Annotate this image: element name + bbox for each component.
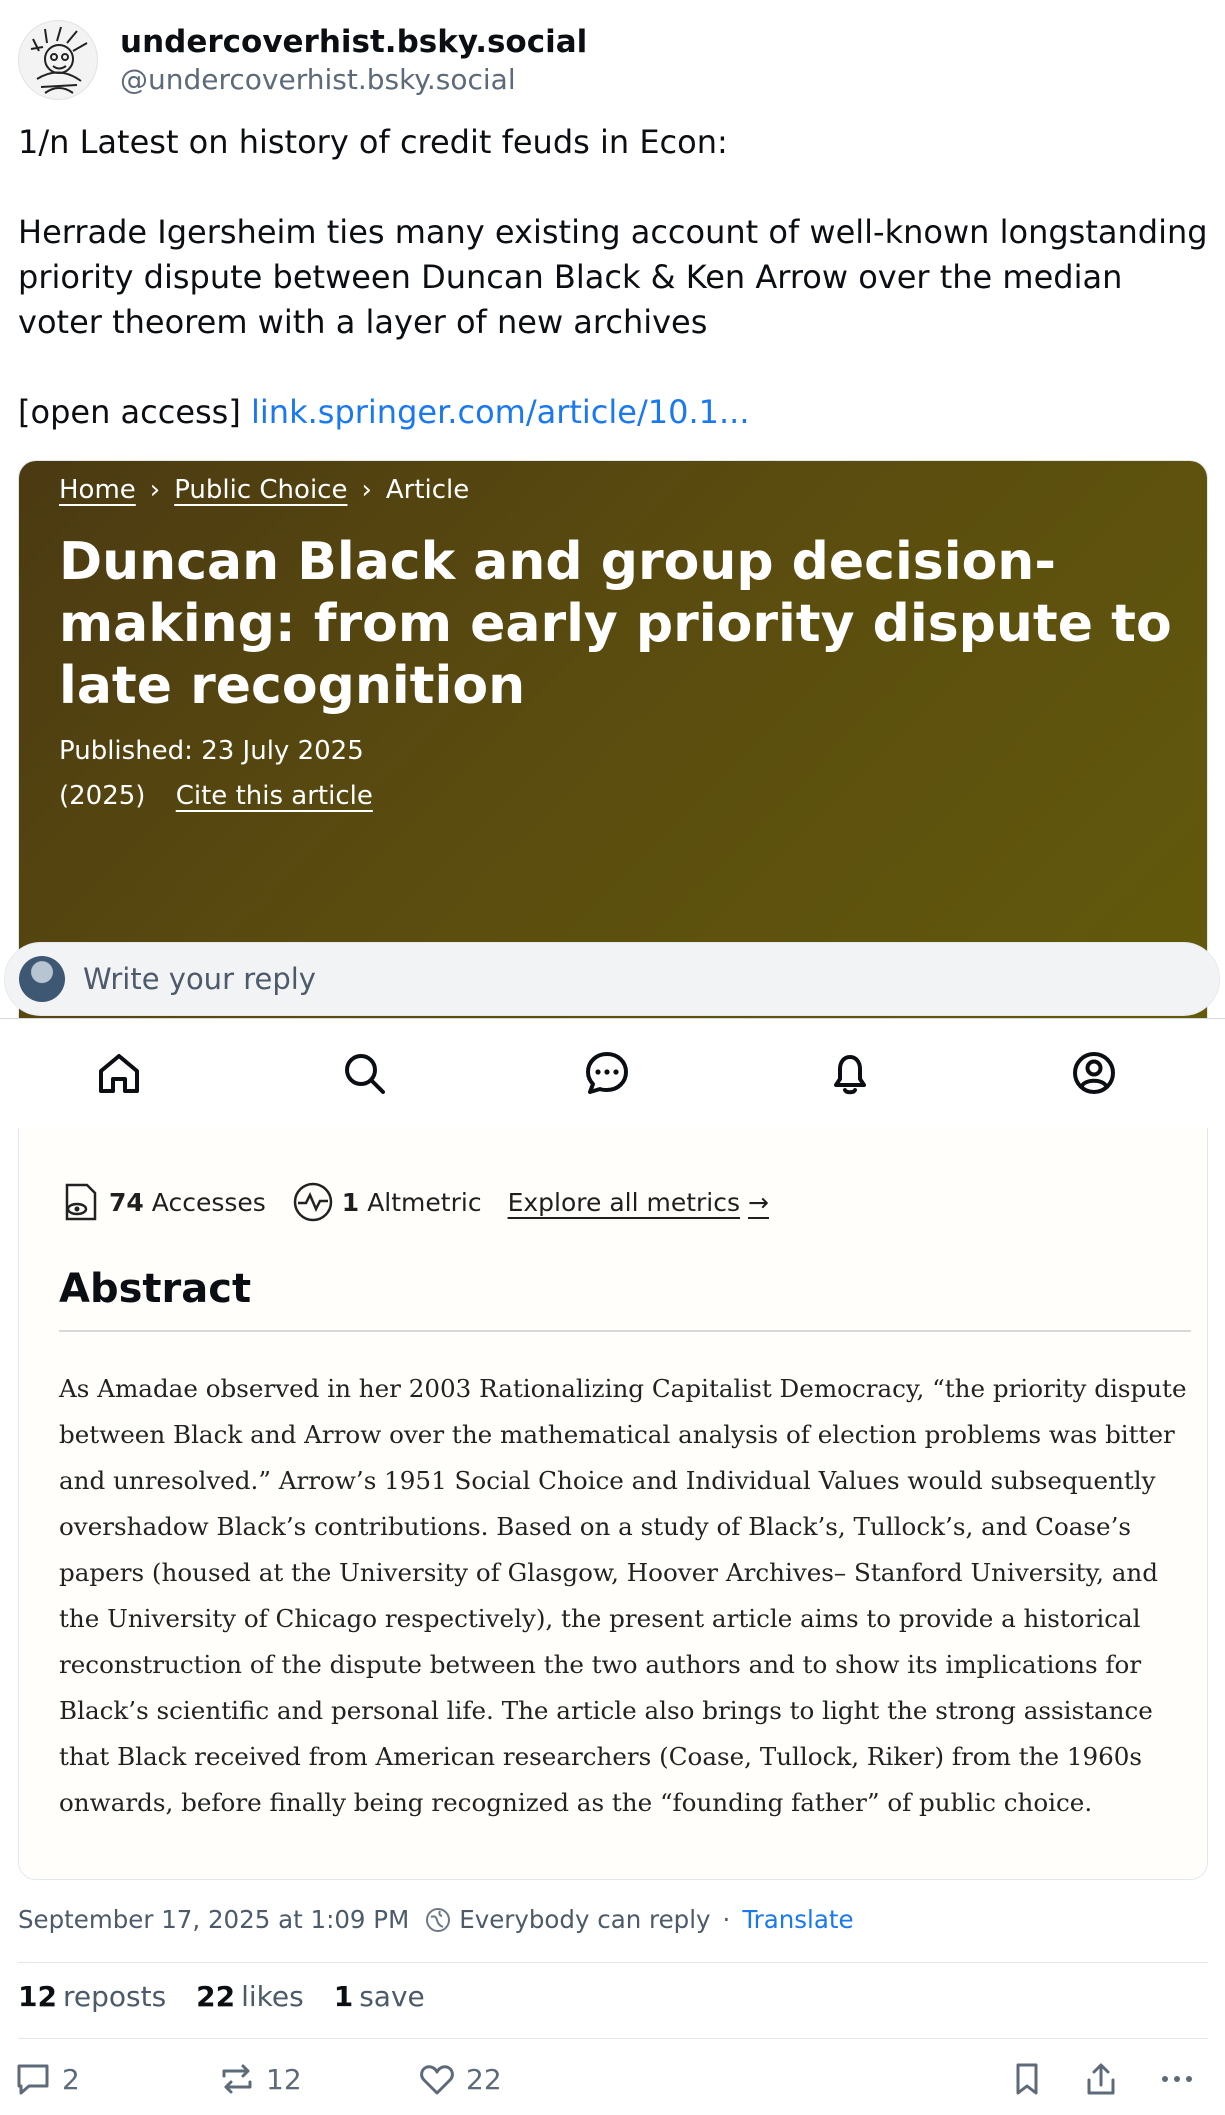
display-name[interactable]: undercoverhist.bsky.social — [120, 24, 588, 60]
like-count: 22 — [466, 2062, 502, 2096]
separator-dot: · — [722, 1905, 731, 1934]
abstract-heading: Abstract — [59, 1266, 1191, 1332]
share-icon — [1082, 2060, 1120, 2098]
reply-placeholder[interactable]: Write your reply — [83, 962, 316, 996]
arrow-right-icon: → — [748, 1187, 769, 1217]
explore-metrics-link — [508, 1188, 769, 1217]
published-date: Published: 23 July 2025 — [59, 736, 364, 766]
reply-icon — [14, 2060, 52, 2098]
reply-composer[interactable] — [4, 942, 1220, 1016]
breadcrumb — [59, 475, 469, 505]
article-title: Duncan Black and group decision-making: from early priority dispute to late recognition — [59, 532, 1172, 716]
repost-icon — [218, 2060, 256, 2098]
article-year: (2025) — [59, 781, 146, 811]
more-icon — [1158, 2060, 1196, 2098]
chevron-right-icon: › — [361, 475, 372, 505]
divider — [18, 1962, 1208, 1963]
saves-label: save — [359, 1980, 425, 2013]
post-text — [18, 120, 1208, 435]
altmetric-label: Altmetric — [367, 1187, 482, 1217]
breadcrumb-current: Article — [385, 475, 470, 505]
repost-count: 12 — [266, 2062, 302, 2096]
likes-stat[interactable] — [196, 1980, 304, 2013]
post-meta — [18, 1905, 854, 1934]
accesses-icon — [59, 1181, 101, 1223]
post-body: 1/n Latest on history of credit feuds in Econ: Herrade Igersheim ties many existing account of well-known longstanding priority dispute between Duncan Black & Ken Arrow over the median voter theorem with a layer of new archives [open access] — [18, 123, 1208, 431]
altmetric-count: 1 — [341, 1187, 360, 1217]
cartoon-avatar-icon — [19, 21, 98, 100]
divider — [18, 2038, 1208, 2039]
home-icon[interactable] — [95, 1049, 143, 1097]
bell-icon[interactable] — [826, 1049, 874, 1097]
accesses-label: Accesses — [151, 1187, 266, 1217]
share-button[interactable] — [1082, 2060, 1130, 2098]
translate-link[interactable]: Translate — [742, 1905, 854, 1934]
breadcrumb-section: Public Choice — [174, 475, 348, 505]
action-bar — [0, 2060, 1225, 2100]
reply-setting[interactable]: Everybody can reply — [459, 1905, 711, 1934]
reposts-stat[interactable] — [18, 1980, 166, 2013]
like-button[interactable] — [418, 2060, 502, 2098]
user-avatar — [19, 956, 65, 1002]
cite-row — [59, 781, 373, 811]
bookmark-button[interactable] — [1008, 2060, 1056, 2098]
saves-count: 1 — [333, 1980, 354, 2013]
chevron-right-icon: › — [149, 475, 161, 505]
altmetric-icon — [292, 1181, 334, 1223]
chat-icon[interactable] — [583, 1049, 631, 1097]
article-banner — [19, 461, 1207, 1021]
profile-icon[interactable] — [1070, 1049, 1118, 1097]
globe-icon — [425, 1907, 451, 1933]
bookmark-icon — [1008, 2060, 1046, 2098]
likes-label: likes — [241, 1980, 304, 2013]
reposts-label: reposts — [62, 1980, 167, 2013]
post-author[interactable] — [18, 20, 587, 100]
author-avatar[interactable] — [18, 20, 98, 100]
embedded-image[interactable] — [18, 460, 1208, 1880]
bottom-nav — [0, 1018, 1225, 1128]
cite-link: Cite this article — [175, 781, 373, 811]
user-handle[interactable]: @undercoverhist.bsky.social — [120, 63, 516, 96]
explore-metrics-label: Explore all metrics — [507, 1187, 741, 1217]
reply-count: 2 — [62, 2062, 80, 2096]
reposts-count: 12 — [18, 1980, 57, 2013]
breadcrumb-home: Home — [59, 475, 136, 505]
accesses-count: 74 — [109, 1187, 144, 1217]
post-timestamp: September 17, 2025 at 1:09 PM — [18, 1905, 410, 1934]
heart-icon — [418, 2060, 456, 2098]
search-icon[interactable] — [340, 1049, 388, 1097]
saves-stat[interactable] — [334, 1980, 425, 2013]
metrics-row — [59, 1181, 769, 1223]
likes-count: 22 — [196, 1980, 236, 2013]
post-link[interactable]: link.springer.com/article/10.1... — [251, 393, 750, 431]
more-button[interactable] — [1158, 2060, 1206, 2098]
reply-button[interactable] — [14, 2060, 80, 2098]
article-lower — [19, 1021, 1207, 1880]
repost-button[interactable] — [218, 2060, 302, 2098]
abstract-text: As Amadae observed in her 2003 Rationalizing Capitalist Democracy, “the priority dispute between Black and Arrow over the mathematical analysis of election problems was bitter and unresolved.” Arrow’s 1951 Social Choice and Individual Values would subsequently overshadow Black’s contributions. Based on a study of Black’s, Tullock’s, and Coase’s papers (housed at the University of Glasgow, Hoover Archives– Stanford University, and the University of Chicago respectively), the present article aims to provide a historical reconstruction of the dispute between the two authors and to show its implications for Black’s scientific and personal life. The article also brings to light the strong assistance that Black received from American researchers (Coase, Tullock, Riker) from the 1960s onwards, before finally being recognized as the “founding father” of public choice. — [59, 1374, 1187, 1817]
engagement-stats — [18, 1980, 455, 2013]
